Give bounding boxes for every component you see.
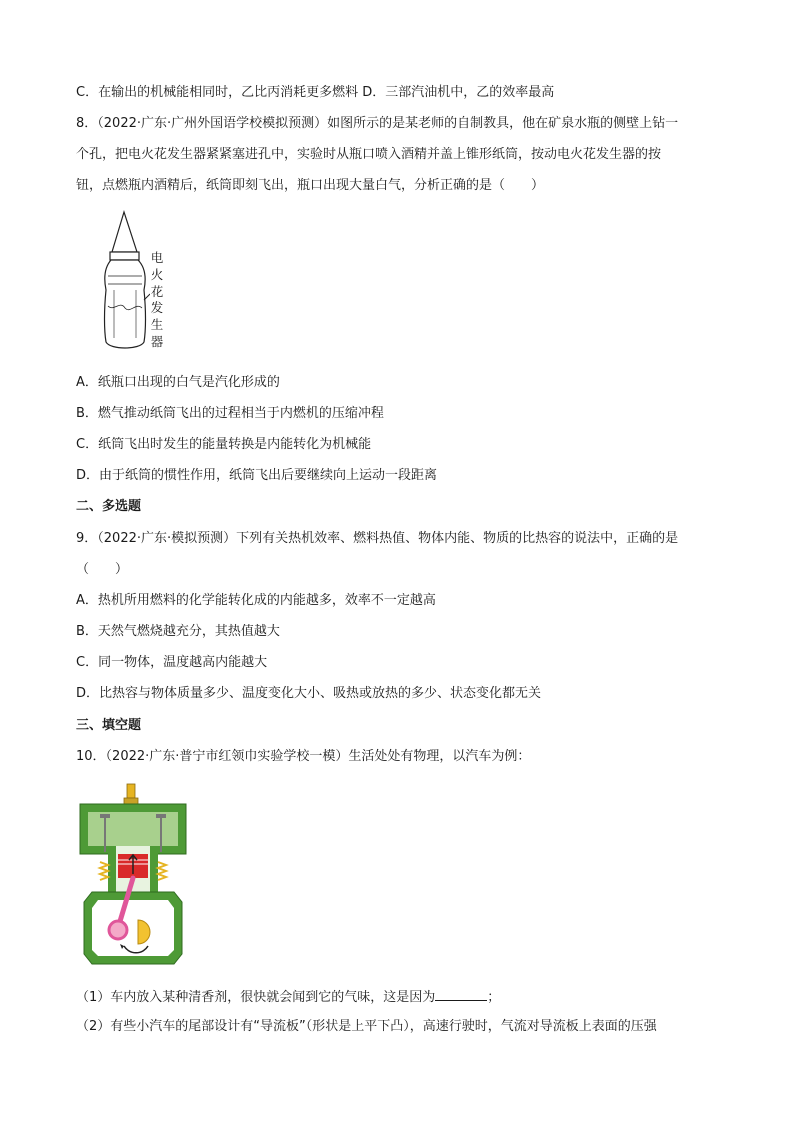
option-a: A．纸瓶口出现的白气是汽化形成的 [76, 375, 280, 390]
option-d: D．由于纸筒的惯性作用，纸筒飞出后要继续向上运动一段距离 [76, 468, 438, 483]
question-8-text: 8．（2022·广东·广州外国语学校模拟预测）如图所示的是某老师的自制教具，他在矿泉水瓶的侧壁上钻一 [76, 116, 679, 131]
option-b: B．天然气燃烧越充分，其热值越大 [76, 624, 280, 639]
option-c: C．纸筒飞出时发生的能量转换是内能转化为机械能 [76, 437, 372, 452]
option-d: D．比热容与物体质量多少、温度变化大小、吸热或放热的多少、状态变化都无关 [76, 686, 542, 701]
question-8-text: 钮，点燃瓶内酒精后，纸筒即刻飞出，瓶口出现大量白气，分析正确的是（ ） [76, 178, 545, 193]
question-9-text: 9．（2022·广东·模拟预测）下列有关热机效率、燃料热值、物体内能、物质的比热容的说法中，正确的是 [76, 531, 679, 546]
engine-figure [78, 782, 188, 967]
question-8-text: 个孔，把电火花发生器紧紧塞进孔中，实验时从瓶口喷入酒精并盖上锥形纸筒，按动电火花发生器的按 [76, 147, 662, 162]
question-9-text: （ ） [76, 562, 129, 577]
option-b: B．燃气推动纸筒飞出的过程相当于内燃机的压缩冲程 [76, 406, 384, 421]
question-10-part-1: （1）车内放入某种清香剂，很快就会闻到它的气味，这是因为 ； [76, 987, 500, 1007]
option-a: A．热机所用燃料的化学能转化成的内能越多，效率不一定越高 [76, 593, 436, 608]
section-heading: 三、填空题 [76, 718, 142, 733]
bottle-figure [100, 210, 150, 355]
question-10-text: 10．（2022·广东·普宁市红领巾实验学校一模）生活处处有物理，以汽车为例： [76, 749, 531, 764]
answer-blank[interactable] [435, 987, 487, 1001]
option-c: C．同一物体，温度越高内能越大 [76, 655, 268, 670]
question-10-part-2: （2）有些小汽车的尾部设计有“导流板”（形状是上平下凸），高速行驶时，气流对导流板上表面的压强 [76, 1019, 657, 1034]
section-heading: 二、多选题 [76, 499, 142, 514]
spark-generator-label: 电 火 花 发 生 器 [150, 250, 164, 349]
option-line: C．在输出的机械能相同时，乙比丙消耗更多燃料 D．三部汽油机中，乙的效率最高 [76, 85, 555, 100]
